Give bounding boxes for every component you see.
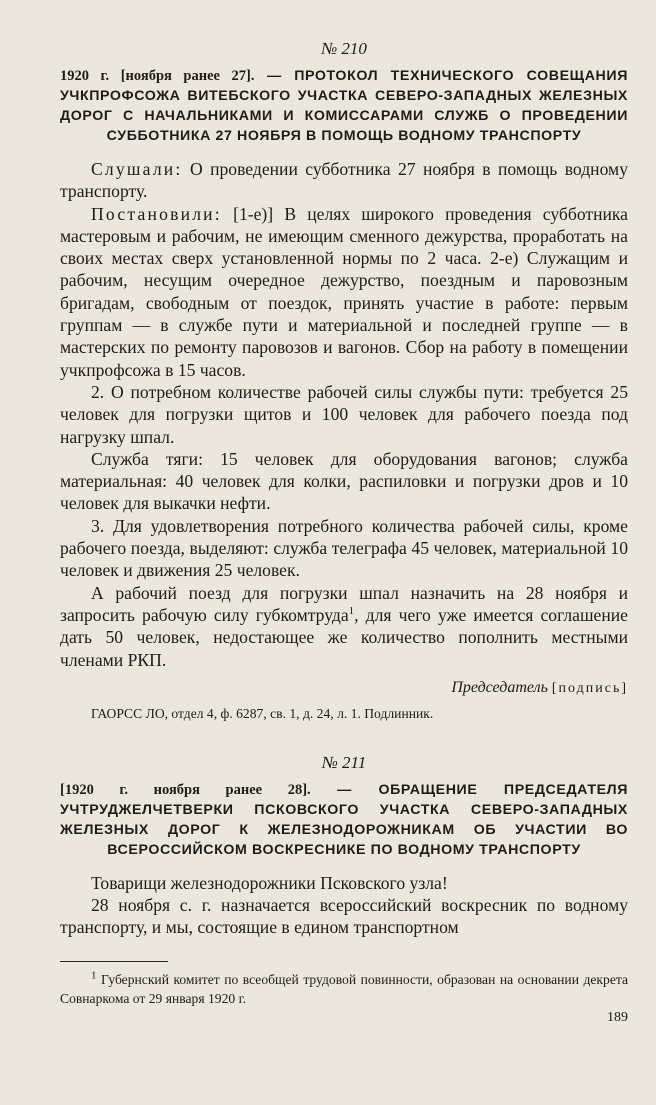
document-210 (60, 38, 628, 724)
paragraph-workforce: 3. Для удовлетворения потребного количества рабочей силы, кроме рабочего поезда, выделяют: служба телеграфа 45 человек, материальной 10 человек и движения 25 человек. (60, 515, 628, 581)
document-title: — ОБРАЩЕНИЕ ПРЕДСЕДАТЕЛЯ УЧТРУДЖЕЛЧЕТВЕРКИ ПСКОВСКОГО УЧАСТКА СЕВЕРО-ЗАПАДНЫХ ЖЕЛЕЗНЫХ ДОРОГ К ЖЕЛЕЗНОДОРОЖНИКАМ ОБ УЧАСТИИ ВО ВСЕРОССИЙСКОМ ВОСКРЕСНИКЕ ПО ВОДНОМУ ТРАНСПОРТУ (60, 781, 628, 858)
document-date: [1920 г. ноября ранее 28]. (60, 781, 311, 798)
paragraph-resolved (60, 203, 628, 381)
resolved-label: Постановили: (91, 203, 222, 224)
heard-text: О проведении субботника 27 ноября в помощь водному транспорту. (60, 159, 628, 202)
greeting: Товарищи железнодорожники Псковского узла! (91, 872, 448, 893)
document-title: — ПРОТОКОЛ ТЕХНИЧЕСКОГО СОВЕЩАНИЯ УЧКПРОФСОЖА ВИТЕБСКОГО УЧАСТКА СЕВЕРО-ЗАПАДНЫХ ЖЕЛЕЗНЫХ ДОРОГ С НАЧАЛЬНИКАМИ И КОМИССАРАМИ СЛУЖБ О ПРОВЕДЕНИИ СУББОТНИКА 27 НОЯБРЯ В ПОМОЩЬ ВОДНОМУ ТРАНСПОРТУ (60, 68, 628, 144)
paragraph-work-train (60, 582, 628, 671)
footnote-divider (60, 961, 168, 962)
document-211 (60, 752, 628, 939)
signature-note: [подпись] (551, 680, 628, 696)
document-number: № 210 (321, 39, 367, 58)
heard-label: Слушали: (91, 159, 183, 179)
resolved-text: [1-е)] В целях широкого проведения субботника мастеровым и рабочим, не имеющим сменного дежурства, проработать на своих местах сверх установленной нормы по 2 часа. 2-е) Служащим и рабочим, несущим очередное дежурство, поездным и паровозным бригадам, свободным от поездок, принять участие в работе: первым группам — в службе пути и материальной и последней группе — в мастерских по ремонту паровозов и вагонов. Сбор на работу в помещении учкпрофсожа в 15 часов. (60, 203, 628, 380)
archive-reference: ГАОРСС ЛО, отдел 4, ф. 6287, св. 1, д. 24, л. 1. Подлинник. (91, 705, 434, 721)
work-train-text-start: А рабочий поезд для погрузки шпал назначить на 28 ноября и запросить рабочую силу губкомтруда (60, 582, 628, 625)
footnote-reference: 1 (348, 605, 355, 618)
paragraph-heard (60, 158, 628, 203)
footnote-text: Губернский комитет по всеобщей трудовой повинности, образован на основании декрета Совнаркома от 29 января 1920 г. (60, 971, 628, 1006)
paragraph-traction-service: Служба тяги: 15 человек для оборудования вагонов; служба материальная: 40 человек для колки, распиловки и погрузки дров и 10 человек для выкачки нефти. (60, 448, 628, 514)
footnote-marker: 1 (91, 969, 97, 982)
document-page (60, 38, 628, 1008)
paragraph-appeal: 28 ноября с. г. назначается всероссийский воскресник по водному транспорту, и мы, состоящие в едином транспортном (60, 895, 628, 938)
page-number: 189 (607, 1010, 628, 1025)
document-date: 1920 г. [ноября ранее 27]. (60, 68, 255, 84)
paragraph-track-service: 2. О потребном количестве рабочей силы службы пути: требуется 25 человек для погрузки щитов и 100 человек для рабочего поезда под нагрузку шпал. (60, 381, 628, 447)
footnote (60, 970, 628, 1008)
document-number: № 211 (321, 752, 367, 772)
document-heading (60, 66, 628, 146)
signature-line (60, 677, 628, 700)
work-train-text-end: , для чего уже имеется соглашение дать 50 человек, недостающее же количество пополнить местными членами РКП. (60, 604, 628, 670)
chair-label: Председатель (451, 678, 548, 696)
document-heading (60, 780, 628, 860)
